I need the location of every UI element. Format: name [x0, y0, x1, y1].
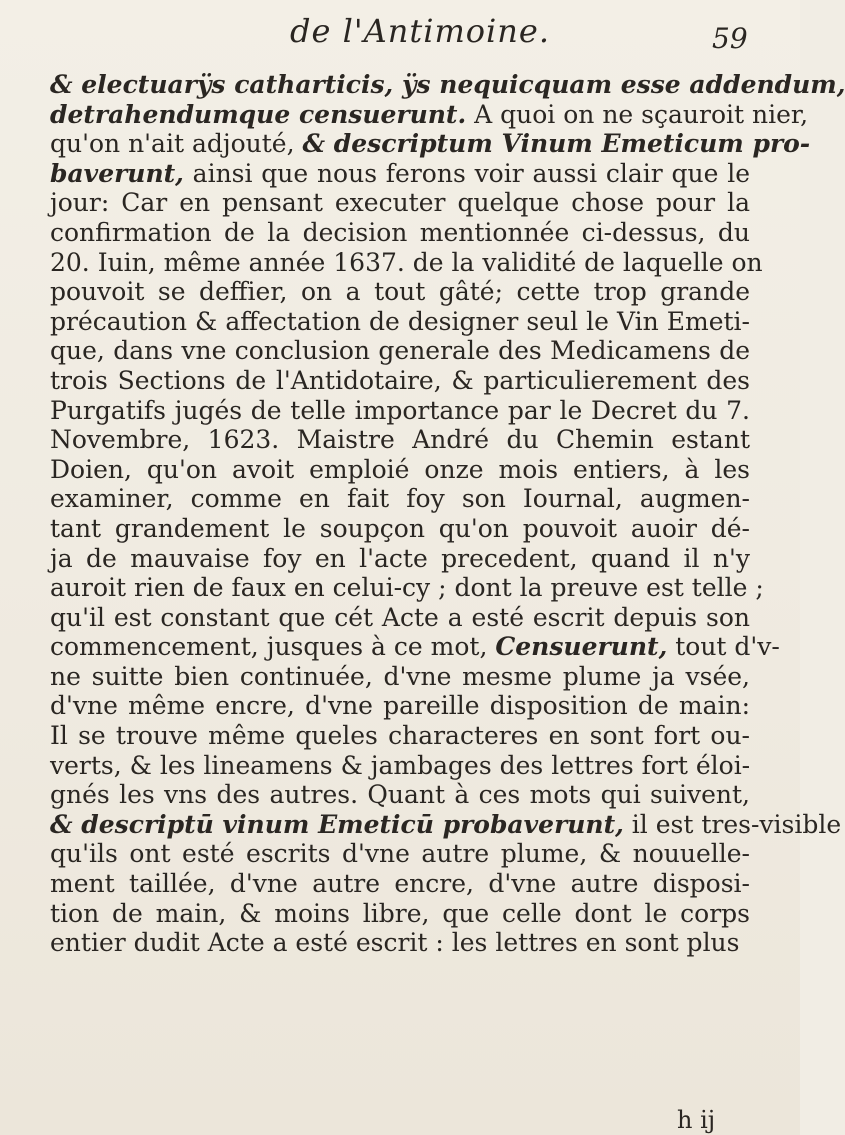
text-line — [50, 573, 764, 603]
roman-text: ainsi que nous ferons voir aussi clair que le — [183, 158, 750, 188]
roman-text: qu'il est constant que cét Acte a esté escrit depuis son — [50, 602, 750, 632]
text-line — [50, 514, 750, 544]
text-line — [50, 99, 809, 130]
roman-text: tion de main, & moins libre, que celle dont le corps — [50, 898, 750, 928]
page-header — [0, 12, 800, 72]
text-line — [50, 632, 780, 662]
text-line — [50, 809, 842, 840]
text-line — [50, 603, 750, 633]
text-line — [50, 247, 763, 278]
text-line — [50, 70, 845, 100]
roman-text: entier dudit Acte a esté escrit : les lettres en sont plus — [50, 928, 740, 958]
roman-text: jour: Car en pensant executer quelque chose pour la — [50, 188, 750, 218]
roman-text: confirmation de la decision mentionnée ci-dessus, du — [50, 217, 750, 247]
italic-latin-text: & electuarÿs catharticis, ÿs nequicquam esse addendum, — [50, 70, 845, 99]
text-line — [50, 839, 750, 869]
text-line — [50, 277, 750, 307]
running-title: de l'Antimoine. — [290, 12, 550, 50]
roman-text: trois Sections de l'Antidotaire, & particulierement des — [50, 365, 750, 395]
italic-latin-text: detrahendumque censuerunt. — [50, 99, 467, 129]
text-line — [50, 869, 750, 899]
roman-text: Il se trouve même queles characteres en sont fort ou- — [50, 721, 750, 751]
roman-text: commencement, jusques à ce mot, — [50, 632, 496, 662]
text-line — [50, 751, 750, 781]
page-number: 59 — [712, 22, 748, 55]
roman-text: il est tres-visible — [623, 809, 842, 839]
text-line — [50, 484, 750, 514]
text-line — [50, 899, 750, 929]
roman-text: pouvoit se deffier, on a tout gâté; cette trop grande — [50, 277, 750, 307]
text-line — [50, 928, 750, 958]
roman-text: verts, & les lineamens & jambages des lettres fort éloi- — [50, 750, 751, 780]
roman-text: tant grandement le soupçon qu'on pouvoit auoir dé- — [50, 513, 750, 543]
text-line — [50, 129, 811, 159]
text-line — [50, 425, 750, 455]
text-line — [50, 691, 750, 721]
text-line — [50, 366, 750, 396]
text-line — [50, 159, 750, 189]
text-line — [50, 455, 750, 485]
roman-text: examiner, comme en fait foy son Iournal, augmen- — [50, 484, 750, 514]
roman-text: Novembre, 1623. Maistre André du Chemin estant — [50, 425, 750, 455]
roman-text: qu'ils ont esté escrits d'vne autre plume, & nouuelle- — [50, 839, 750, 869]
text-line — [50, 218, 750, 248]
roman-text: ne suitte bien continuée, d'vne mesme plume ja vsée, — [50, 661, 750, 691]
roman-text: Purgatifs jugés de telle importance par le Decret du 7. — [50, 395, 750, 425]
roman-text: auroit rien de faux en celui-cy ; dont la preuve est telle ; — [50, 573, 764, 603]
italic-latin-text: & descriptū vinum Emeticū probaverunt, — [50, 809, 624, 839]
text-line — [50, 721, 750, 751]
roman-text: ment taillée, d'vne autre encre, d'vne autre disposi- — [50, 869, 750, 899]
roman-text: d'vne même encre, d'vne pareille disposition de main: — [50, 691, 750, 721]
italic-latin-text: baverunt, — [50, 158, 184, 188]
text-line — [50, 662, 750, 692]
text-line — [50, 396, 750, 426]
signature-mark: h ij — [677, 1106, 716, 1134]
roman-text: tout d'v- — [667, 632, 780, 662]
text-line — [50, 544, 750, 574]
roman-text: ja de mauvaise foy en l'acte precedent, quand il n'y — [50, 543, 750, 573]
roman-text: Doien, qu'on avoit emploié onze mois entiers, à les — [50, 454, 750, 484]
roman-text: A quoi on ne sçauroit nier, — [466, 99, 809, 129]
roman-text: qu'on n'ait adjouté, — [50, 129, 303, 159]
roman-text: précaution & affectation de designer seul le Vin Emeti- — [50, 306, 750, 336]
italic-latin-text: Censuerunt, — [495, 632, 668, 662]
roman-text: que, dans vne conclusion generale des Medicamens de — [50, 336, 750, 366]
body-text — [50, 70, 845, 958]
roman-text: gnés les vns des autres. Quant à ces mots qui suivent, — [50, 780, 750, 810]
text-line — [50, 188, 750, 218]
text-line — [50, 780, 750, 810]
italic-latin-text: & descriptum Vinum Emeticum pro- — [302, 129, 811, 159]
text-line — [50, 336, 750, 366]
text-line — [50, 307, 750, 337]
roman-text: 20. Iuin, même année 1637. de la validité de laquelle on — [50, 247, 763, 277]
